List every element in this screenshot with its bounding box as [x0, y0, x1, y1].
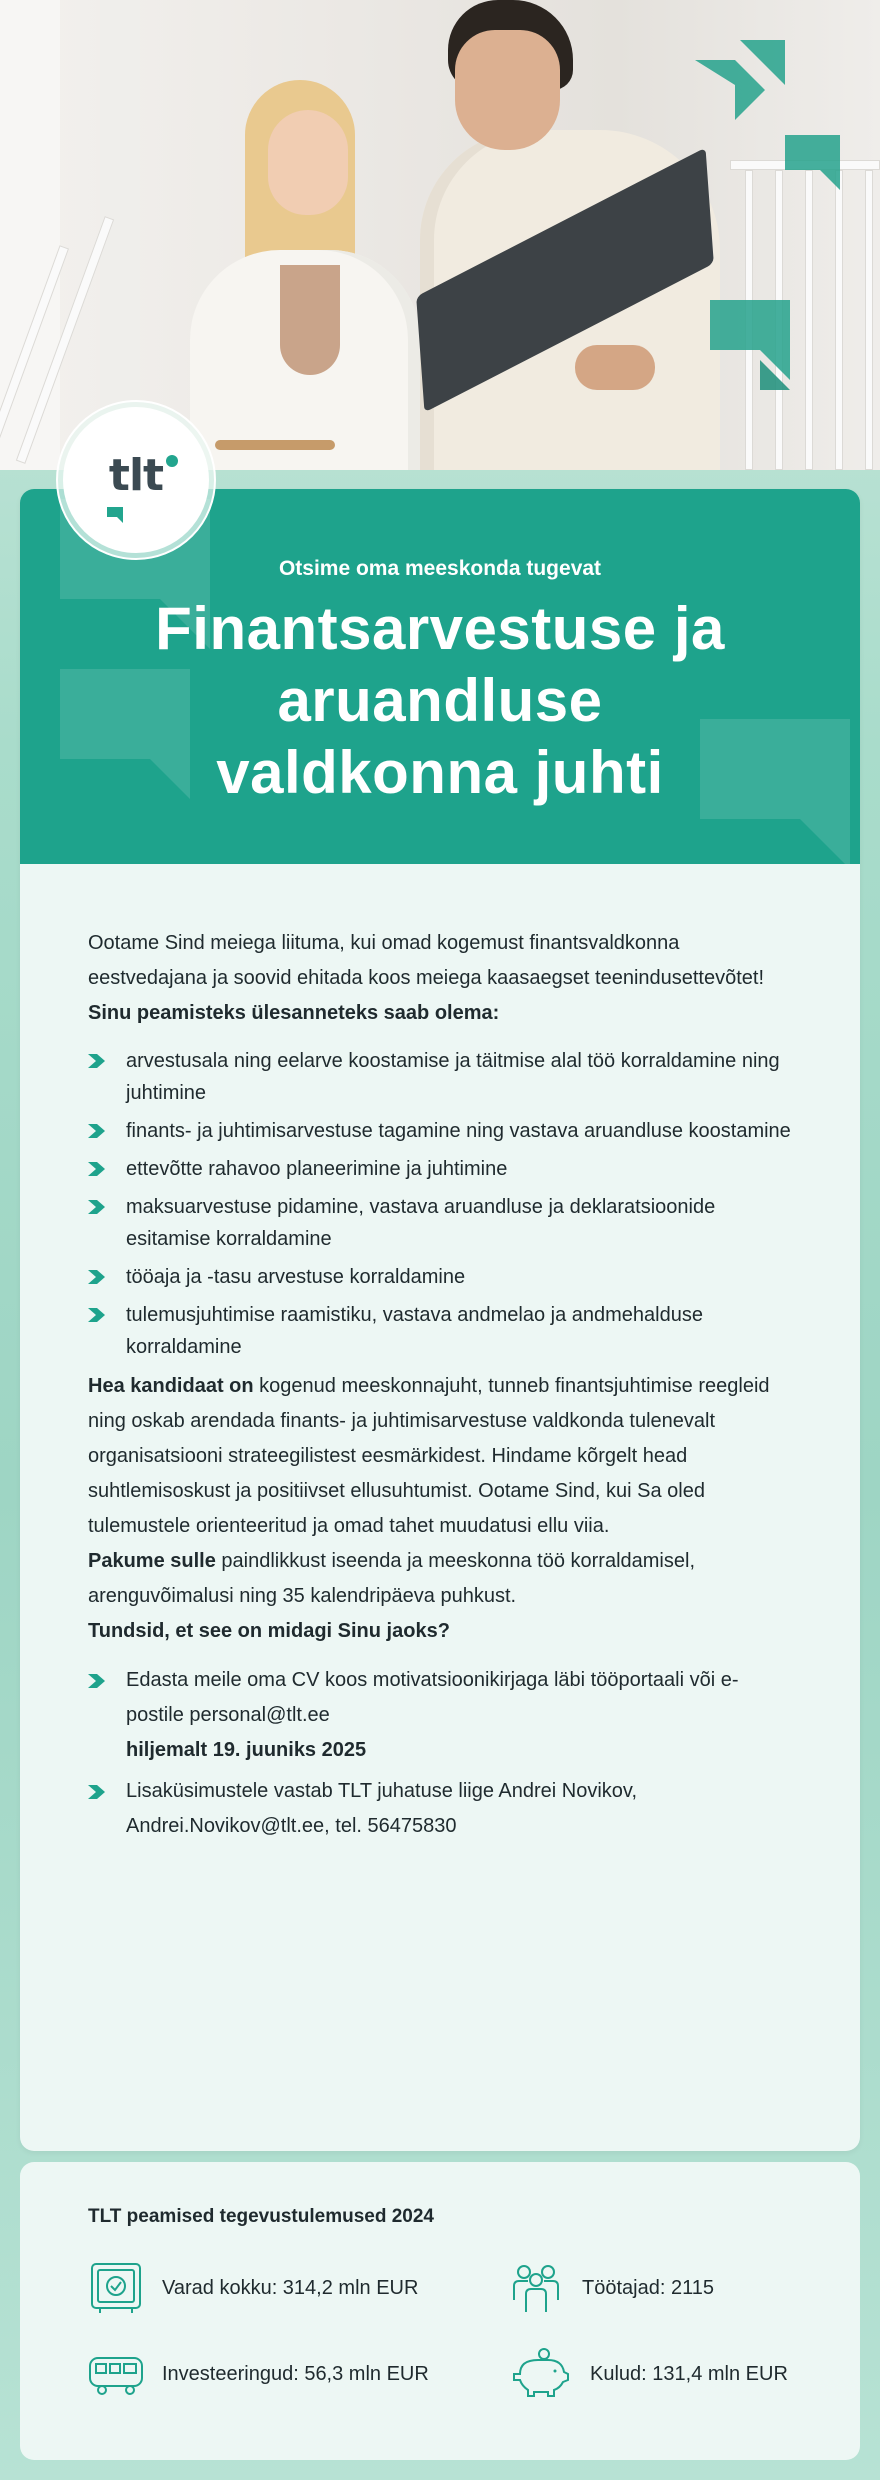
chevron-right-icon	[88, 1124, 105, 1138]
stat-label: Investeeringud: 56,3 mln EUR	[162, 2362, 429, 2385]
people-icon	[508, 2260, 564, 2316]
stat-label: Varad kokku: 314,2 mln EUR	[162, 2276, 419, 2299]
list-item-text: arvestusala ning eelarve koostamise ja täitmise alal töö korraldamine ning juhtimine	[126, 1050, 780, 1104]
tlt-logo-icon	[103, 499, 133, 529]
title-line: Finantsarvestuse ja	[155, 595, 725, 662]
stat-employees	[508, 2260, 714, 2316]
stat-costs	[508, 2346, 788, 2402]
apply-instruction: Edasta meile oma CV koos motivatsioonikirjaga läbi tööportaali või e-postile personal@tlt.ee	[126, 1669, 739, 1726]
stat-label: Töötajad: 2115	[582, 2276, 714, 2299]
offer-lead: Pakume sulle	[88, 1550, 216, 1572]
list-item	[88, 1153, 792, 1185]
title-line: aruandluse	[277, 667, 603, 734]
results-card	[20, 2162, 860, 2460]
stat-investments	[88, 2346, 429, 2402]
page-title	[60, 593, 820, 809]
logo-text: tlt	[108, 449, 164, 501]
chevron-right-icon	[88, 1785, 105, 1799]
safe-icon	[88, 2260, 144, 2316]
list-item-text: maksuarvestuse pidamine, vastava aruandluse ja deklaratsioonide esitamise korraldamine	[126, 1196, 716, 1250]
list-item-text: finants- ja juhtimisarvestuse tagamine ning vastava aruandluse koostamine	[126, 1120, 791, 1142]
piggy-bank-icon	[508, 2346, 572, 2402]
decor-arrow-icon	[700, 290, 820, 410]
stat-assets	[88, 2260, 418, 2316]
list-item-text: tulemusjuhtimise raamistiku, vastava andmelao ja andmehalduse korraldamine	[126, 1304, 703, 1358]
apply-list	[88, 1663, 792, 1844]
list-item	[88, 1774, 792, 1844]
list-item	[88, 1191, 792, 1255]
banner-subtitle: Otsime oma meeskonda tugevat	[278, 557, 602, 580]
chevron-right-icon	[88, 1162, 105, 1176]
results-heading: TLT peamised tegevustulemused 2024	[88, 2206, 434, 2227]
list-item-text: tööaja ja -tasu arvestuse korraldamine	[126, 1266, 466, 1288]
job-ad-card	[20, 489, 860, 2151]
intro-text: Ootame Sind meiega liituma, kui omad kogemust finantsvaldkonna eestvedajana ja soovid ehitada koos meiega kaasaegset teenindusettevõtet!	[88, 932, 765, 989]
contact-info: Lisaküsimustele vastab TLT juhatuse liige Andrei Novikov, Andrei.Novikov@tlt.ee, tel. 56475830	[126, 1780, 638, 1837]
list-item	[88, 1115, 792, 1147]
chevron-right-icon	[88, 1308, 105, 1322]
offer-paragraph	[88, 1544, 798, 1614]
candidate-text: kogenud meeskonnajuht, tunneb finantsjuhtimise reegleid ning oskab arendada finants- ja juhtimisarvestuse valdkonda tulenevalt organisatsiooni strateegilistest eesmärkidest. Hindame kõrgelt head suhtlemisoskust ja positiivset ellusuhtumist. Ootame Sind, kui Sa oled tulemustele orienteeritud ja omad tahet muudatusi ellu viia.	[88, 1375, 770, 1537]
list-item-text: ettevõtte rahavoo planeerimine ja juhtimine	[126, 1158, 508, 1180]
list-item	[88, 1299, 792, 1363]
list-item	[88, 1045, 792, 1109]
tasks-list	[88, 1045, 792, 1363]
chevron-right-icon	[88, 1054, 105, 1068]
decor-arrow-icon	[780, 130, 850, 200]
apply-heading: Tundsid, et see on midagi Sinu jaoks?	[88, 1620, 450, 1642]
list-item	[88, 1261, 792, 1293]
tasks-heading: Sinu peamisteks ülesanneteks saab olema:	[88, 1002, 500, 1024]
list-item	[88, 1663, 792, 1768]
offer-text: paindlikkust iseenda ja meeskonna töö korraldamisel, arenguvõimalusi ning 35 kalendripäeva puhkust.	[88, 1550, 695, 1607]
chevron-right-icon	[88, 1270, 105, 1284]
logo-badge	[56, 400, 216, 560]
candidate-lead: Hea kandidaat on	[88, 1375, 254, 1397]
chevron-right-icon	[88, 1200, 105, 1214]
title-line: valdkonna juhti	[216, 739, 664, 806]
apply-deadline: hiljemalt 19. juuniks 2025	[126, 1739, 367, 1761]
candidate-paragraph	[88, 1369, 798, 1544]
tram-icon	[88, 2346, 144, 2402]
stat-label: Kulud: 131,4 mln EUR	[590, 2362, 788, 2385]
chevron-right-icon	[88, 1674, 105, 1688]
